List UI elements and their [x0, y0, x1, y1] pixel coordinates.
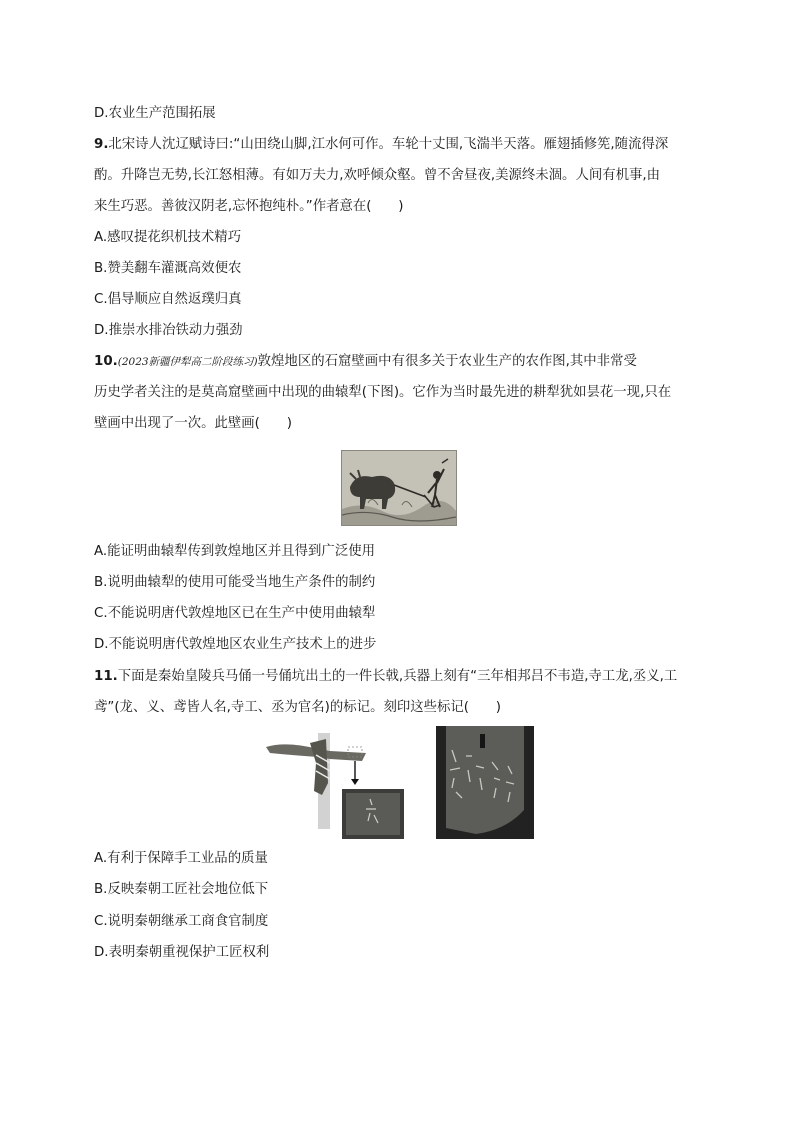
q9-option-a[interactable]: A.感叹提花织机技术精巧 — [94, 230, 242, 245]
q9-stem-line-1: 北宋诗人沈辽赋诗曰:“山田绕山脚,江水何可作。车轮十丈围,飞湍半天落。雁翅插修筅,随流得深 — [108, 137, 669, 152]
q11-option-a[interactable]: A.有利于保障手工业品的质量 — [94, 851, 268, 866]
q9-stem-line-2: 酌。升降岂无势,长江怒相薄。有如万夫力,欢呼倾众壑。曾不舍昼夜,美源终未涸。人间有机事,由 — [94, 168, 661, 183]
prev-option-d: D.农业生产范围拓展 — [94, 106, 216, 121]
inscription-image — [436, 726, 534, 839]
q10-line-1 — [94, 353, 637, 371]
q11-line-1 — [94, 668, 677, 686]
q11-option-b[interactable]: B.反映秦朝工匠社会地位低下 — [94, 882, 269, 897]
q9-option-d[interactable]: D.推崇水排冶铁动力强劲 — [94, 323, 243, 338]
q11-stem-line-1: 下面是秦始皇陵兵马俑一号俑坑出土的一件长戟,兵器上刻有“三年相邦吕不韦造,寺工龙,丞义,工 — [117, 669, 678, 684]
q10-stem-line-1: 敦煌地区的石窟壁画中有很多关于农业生产的农作图,其中非常受 — [257, 354, 637, 369]
q9-line-1 — [94, 136, 668, 154]
q9-option-c[interactable]: C.倡导顺应自然返璞归真 — [94, 292, 242, 307]
q10-stem-line-2: 历史学者关注的是莫高窟壁画中出现的曲辕犁(下图)。它作为当时最先进的耕犁犹如昙花一现,只在 — [94, 385, 672, 400]
q10-option-b[interactable]: B.说明曲辕犁的使用可能受当地生产条件的制约 — [94, 575, 376, 590]
q10-source: (2023新疆伊犁高二阶段练习) — [117, 356, 258, 368]
q11-option-d[interactable]: D.表明秦朝重视保护工匠权利 — [94, 945, 270, 960]
q9-stem-line-3: 来生巧恶。善彼汉阴老,忘怀抱纯朴。”作者意在( ) — [94, 199, 404, 214]
q10-stem-line-3: 壁画中出现了一次。此壁画( ) — [94, 416, 292, 431]
mural-plough-image — [341, 450, 457, 526]
q10-option-c[interactable]: C.不能说明唐代敦煌地区已在生产中使用曲辕犁 — [94, 606, 376, 621]
q10-option-a[interactable]: A.能证明曲辕犁传到敦煌地区并且得到广泛使用 — [94, 544, 375, 559]
halberd-image — [266, 733, 416, 839]
q11-option-c[interactable]: C.说明秦朝继承工商食官制度 — [94, 914, 269, 929]
q9-option-b[interactable]: B.赞美翻车灌溉高效便农 — [94, 261, 242, 276]
q11-stem-line-2: 鸢”(龙、义、鸢皆人名,寺工、丞为官名)的标记。刻印这些标记( ) — [94, 700, 502, 715]
q10-option-d[interactable]: D.不能说明唐代敦煌地区农业生产技术上的进步 — [94, 637, 377, 652]
q11-number: 11. — [94, 669, 118, 684]
q10-number: 10. — [94, 354, 118, 369]
q9-number: 9. — [94, 137, 109, 152]
